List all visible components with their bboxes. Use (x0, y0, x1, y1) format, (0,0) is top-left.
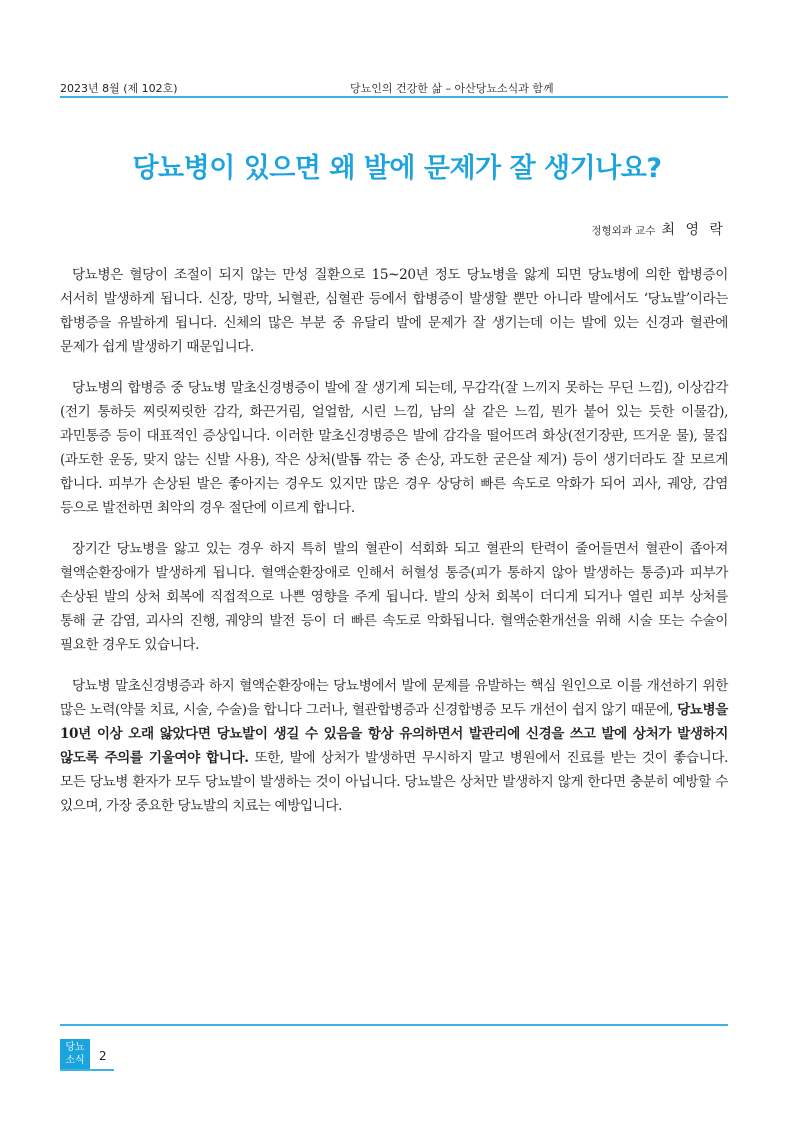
author-byline (591, 219, 726, 239)
article-title: 당뇨병이 있으면 왜 발에 문제가 잘 생기나요? (132, 153, 662, 184)
publication-title: 당뇨인의 건강한 삶 – 아산당뇨소식과 함께 (350, 82, 554, 95)
footer-divider (60, 1024, 728, 1026)
article-body (60, 263, 728, 835)
page-number: 2 (99, 1049, 107, 1063)
paragraph-4-outro: 또한, 발에 상처가 발생하면 무시하지 말고 병원에서 진료를 받는 것이 좋습니다. 모든 당뇨병 환자가 모두 당뇨발이 발생하는 것이 아닙니다. 당뇨발은 상처만 발생하지 않게 한다면 충분히 예방할 수 있으며, 가장 중요한 당뇨발의 치료는 예방입니다. (60, 750, 728, 814)
paragraph-4-emphasis: 당뇨병을 10년 이상 오래 앓았다면 당뇨발이 생길 수 있음을 항상 유의하면서 발관리에 신경을 쓰고 발에 상처가 발생하지 않도록 주의를 기울여야 합니다. (60, 702, 728, 766)
paragraph-1: 당뇨병은 혈당이 조절이 되지 않는 만성 질환으로 15~20년 정도 당뇨병을 앓게 되면 당뇨병에 의한 합병증이 서서히 발생하게 됩니다. 신장, 망막, 뇌혈관, 심혈관 등에서 합병증이 발생할 뿐만 아니라 발에서도 ‘당뇨발’이라는 합병증을 유발하게 됩니다. 신체의 많은 부분 중 유달리 발에 문제가 잘 생기는데 이는 발에 있는 신경과 혈관에 문제가 쉽게 발생하기 때문입니다. (60, 267, 728, 355)
logo-line-1: 당뇨 (65, 1042, 85, 1053)
header-divider (60, 96, 728, 98)
footer-underline (60, 1069, 114, 1071)
paragraph-4 (60, 674, 728, 818)
author-name: 최 영 락 (661, 222, 726, 238)
running-header (60, 76, 728, 96)
issue-label: 2023년 8월 (제 102호) (60, 82, 178, 95)
author-role: 정형외과 교수 (591, 225, 656, 237)
paragraph-3: 장기간 당뇨병을 앓고 있는 경우 하지 특히 발의 혈관이 석회화 되고 혈관의 탄력이 줄어들면서 혈관이 좁아져 혈액순환장애가 발생하게 됩니다. 혈액순환장애로 인해서 허혈성 통증(피가 통하지 않아 발생하는 통증)과 피부가 손상된 발의 상처 회복에 직접적으로 나쁜 영향을 주게 됩니다. 발의 상처 회복이 더디게 되거나 열린 피부 상처를 통해 균 감염, 괴사의 진행, 궤양의 발전 등이 더 빠른 속도로 악화됩니다. 혈액순환개선을 위해 시술 또는 수술이 필요한 경우도 있습니다. (60, 541, 728, 653)
paragraph-2: 당뇨병의 합병증 중 당뇨병 말초신경병증이 발에 잘 생기게 되는데, 무감각(잘 느끼지 못하는 무딘 느낌), 이상감각(전기 통하듯 찌릿찌릿한 감각, 화끈거림, 얼얼함, 시린 느낌, 남의 살 같은 느낌, 뭔가 붙어 있는 듯한 이물감), 과민통증 등이 대표적인 증상입니다. 이러한 말초신경병증은 발에 감각을 떨어뜨려 화상(전기장판, 뜨거운 물), 물집(과도한 운동, 맞지 않는 신발 사용), 작은 상처(발톱 깎는 중 손상, 과도한 굳은살 제거) 등이 생기더라도 잘 모르게 합니다. 피부가 손상된 발은 좋아지는 경우도 있지만 많은 경우 상당히 빠른 속도로 악화가 되어 괴사, 궤양, 감염 등으로 발전하면 최악의 경우 절단에 이르게 합니다. (60, 380, 728, 516)
logo-line-2: 소식 (65, 1055, 85, 1066)
newsletter-logo (60, 1039, 90, 1069)
paragraph-4-intro: 당뇨병 말초신경병증과 하지 혈액순환장애는 당뇨병에서 발에 문제를 유발하는 핵심 원인으로 이를 개선하기 위한 많은 노력(약물 치료, 시술, 수술)을 합니다 그러나, 혈관합병증과 신경합병증 모두 개선이 쉽지 않기 때문에, (60, 678, 728, 718)
